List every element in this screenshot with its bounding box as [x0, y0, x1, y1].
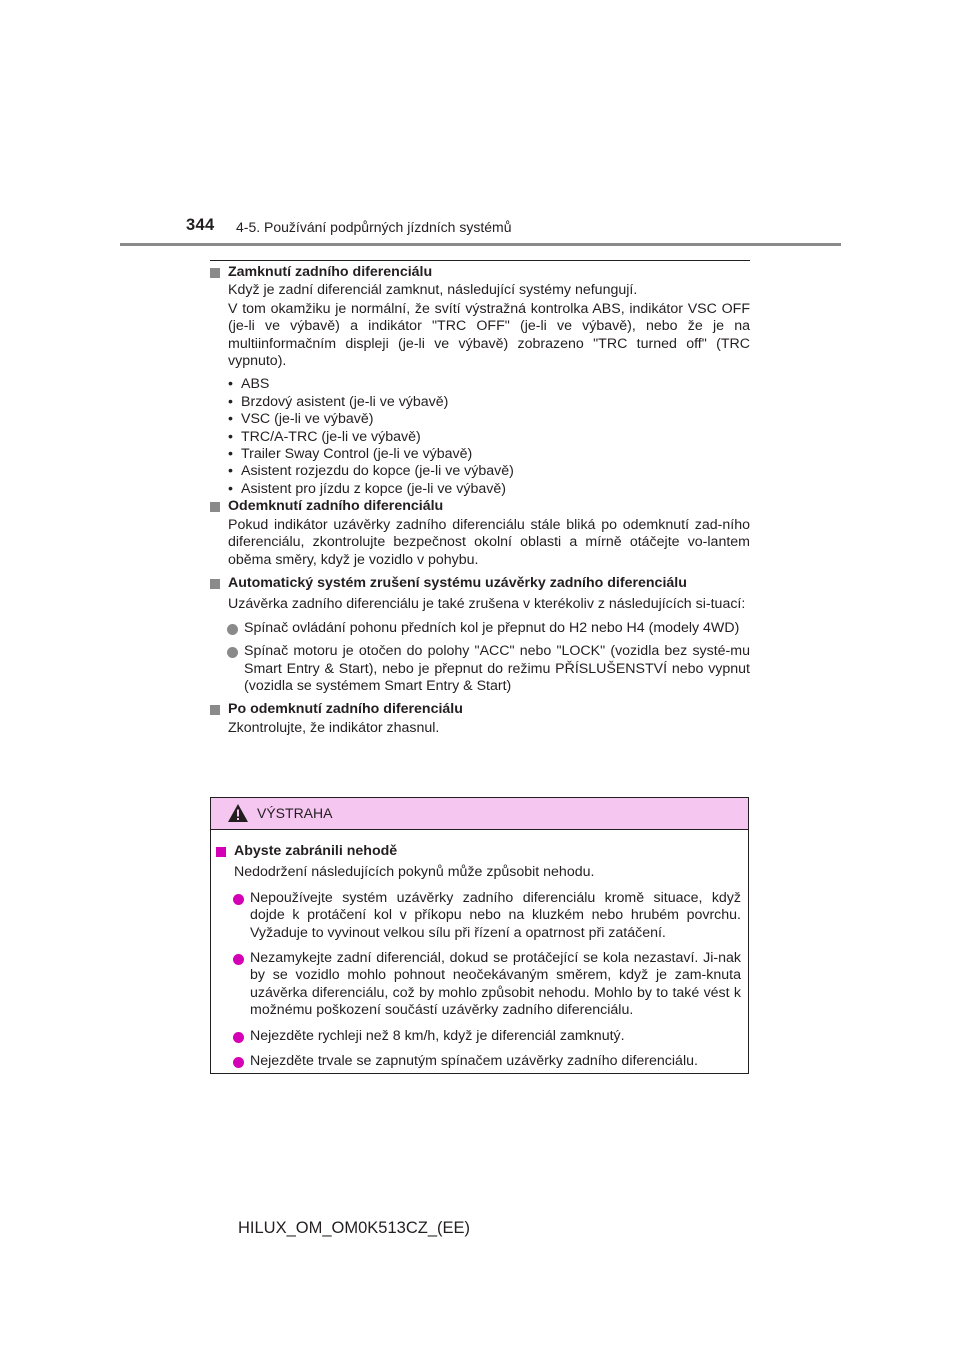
warning-heading: Abyste zabránili nehodě — [216, 843, 741, 860]
circle-bullet-icon — [227, 624, 238, 635]
bullet-list — [210, 376, 750, 498]
main-content — [210, 264, 750, 737]
list-item: • Asistent pro jízdu z kopce (je-li ve výbavě) — [228, 480, 506, 497]
list-item: Spínač motoru je otočen do polohy "ACC" nebo "LOCK" (vozidla bez systé-mu Smart Entry & Start), nebo je přepnut do režimu PŘÍSLUŠENSTVÍ nebo vypnut (vozidla se systémem Smart Entry & Start) — [210, 643, 750, 695]
paragraph: Pokud indikátor uzávěrky zadního diferenciálu stále bliká po odemknutí zad-ního diferenciálu, zkontrolujte bezpečnost okolní oblasti a mírně otáčejte vo-lantem oběma směry, když je vozidlo v pohybu. — [228, 516, 750, 568]
square-bullet-icon — [210, 705, 220, 715]
content-top-rule — [210, 260, 750, 261]
list-item: Nepoužívejte systém uzávěrky zadního diferenciálu kromě situace, když dojde k protáčení kol v příkopu nebo na kluzkém nebo hrubém povrchu. Vyžaduje to vyvinout velkou sílu při řízení a opatrnost při zatáčení. — [216, 890, 741, 942]
paragraph: V tom okamžiku je normální, že svítí výstražná kontrolka ABS, indikátor VSC OFF (je-li ve výbavě) a indikátor "TRC OFF" (je-li ve výbavě), nebo že je na multiinformačním displeji (je-li ve výbavě) zobrazeno "TRC turned off" (TRC vypnuto). — [228, 300, 750, 370]
warning-box — [210, 797, 749, 1074]
circle-bullet-icon — [233, 894, 244, 905]
circle-bullet-icon — [233, 954, 244, 965]
square-bullet-icon — [210, 579, 220, 589]
square-bullet-icon — [216, 847, 226, 857]
list-item: • Trailer Sway Control (je-li ve výbavě) — [228, 446, 473, 463]
paragraph: Uzávěrka zadního diferenciálu je také zrušena v kterékoliv z následujících si-tuací: — [228, 596, 746, 613]
section-heading-text: Zamknutí zadního diferenciálu — [228, 264, 433, 280]
section-heading-text: Po odemknutí zadního diferenciálu — [228, 701, 463, 718]
section-heading-text: Odemknutí zadního diferenciálu — [228, 498, 444, 515]
list-item: • Asistent rozjezdu do kopce (je-li ve výbavě) — [228, 463, 514, 480]
list-item: Spínač ovládání pohonu předních kol je přepnut do H2 nebo H4 (modely 4WD) — [210, 620, 750, 637]
header-rule — [120, 243, 841, 246]
page-number: 344 — [186, 216, 215, 234]
section-heading — [210, 575, 750, 592]
footer-doc-code: HILUX_OM_OM0K513CZ_(EE) — [238, 1219, 470, 1237]
paragraph: Zkontrolujte, že indikátor zhasnul. — [228, 719, 440, 736]
circle-bullet-icon — [233, 1032, 244, 1043]
chapter-title: 4-5. Používání podpůrných jízdních systémů — [236, 219, 512, 235]
paragraph: Když je zadní diferenciál zamknut, následující systémy nefungují. — [228, 282, 638, 299]
list-item: • Brzdový asistent (je-li ve výbavě) — [228, 393, 449, 410]
list-item: Nezamykejte zadní diferenciál, dokud se protáčející se kola nezastaví. Ji-nak by se vozidlo mohlo pohnout neočekávaným směrem, když je zam-knuta uzávěrka diferenciálu, což by mohlo způsobit nehodu. Mohlo by to také vést k možnému poškození součástí uzávěrky zadního diferenciálu. — [216, 950, 741, 1020]
square-bullet-icon — [210, 502, 220, 512]
circle-bullet-icon — [227, 647, 238, 658]
section-heading-text: Automatický systém zrušení systému uzávěrky zadního diferenciálu — [228, 574, 687, 591]
list-item: Nejezděte rychleji než 8 km/h, když je diferenciál zamknutý. — [216, 1028, 741, 1045]
warning-body — [211, 830, 748, 1070]
list-item: Nejezděte trvale se zapnutým spínačem uzávěrky zadního diferenciálu. — [216, 1053, 741, 1070]
circle-bullet-icon — [233, 1057, 244, 1068]
warning-title: VÝSTRAHA — [257, 805, 333, 821]
square-bullet-icon — [210, 268, 220, 278]
section-heading — [210, 264, 750, 281]
list-item: • ABS — [228, 376, 270, 393]
section-heading — [210, 701, 750, 718]
list-item: • TRC/A-TRC (je-li ve výbavě) — [228, 428, 421, 445]
section-heading — [210, 498, 750, 515]
warning-header — [211, 798, 748, 830]
warning-triangle-icon — [227, 803, 249, 823]
paragraph: Nedodržení následujících pokynů může způsobit nehodu. — [234, 864, 595, 881]
list-item: • VSC (je-li ve výbavě) — [228, 411, 374, 428]
